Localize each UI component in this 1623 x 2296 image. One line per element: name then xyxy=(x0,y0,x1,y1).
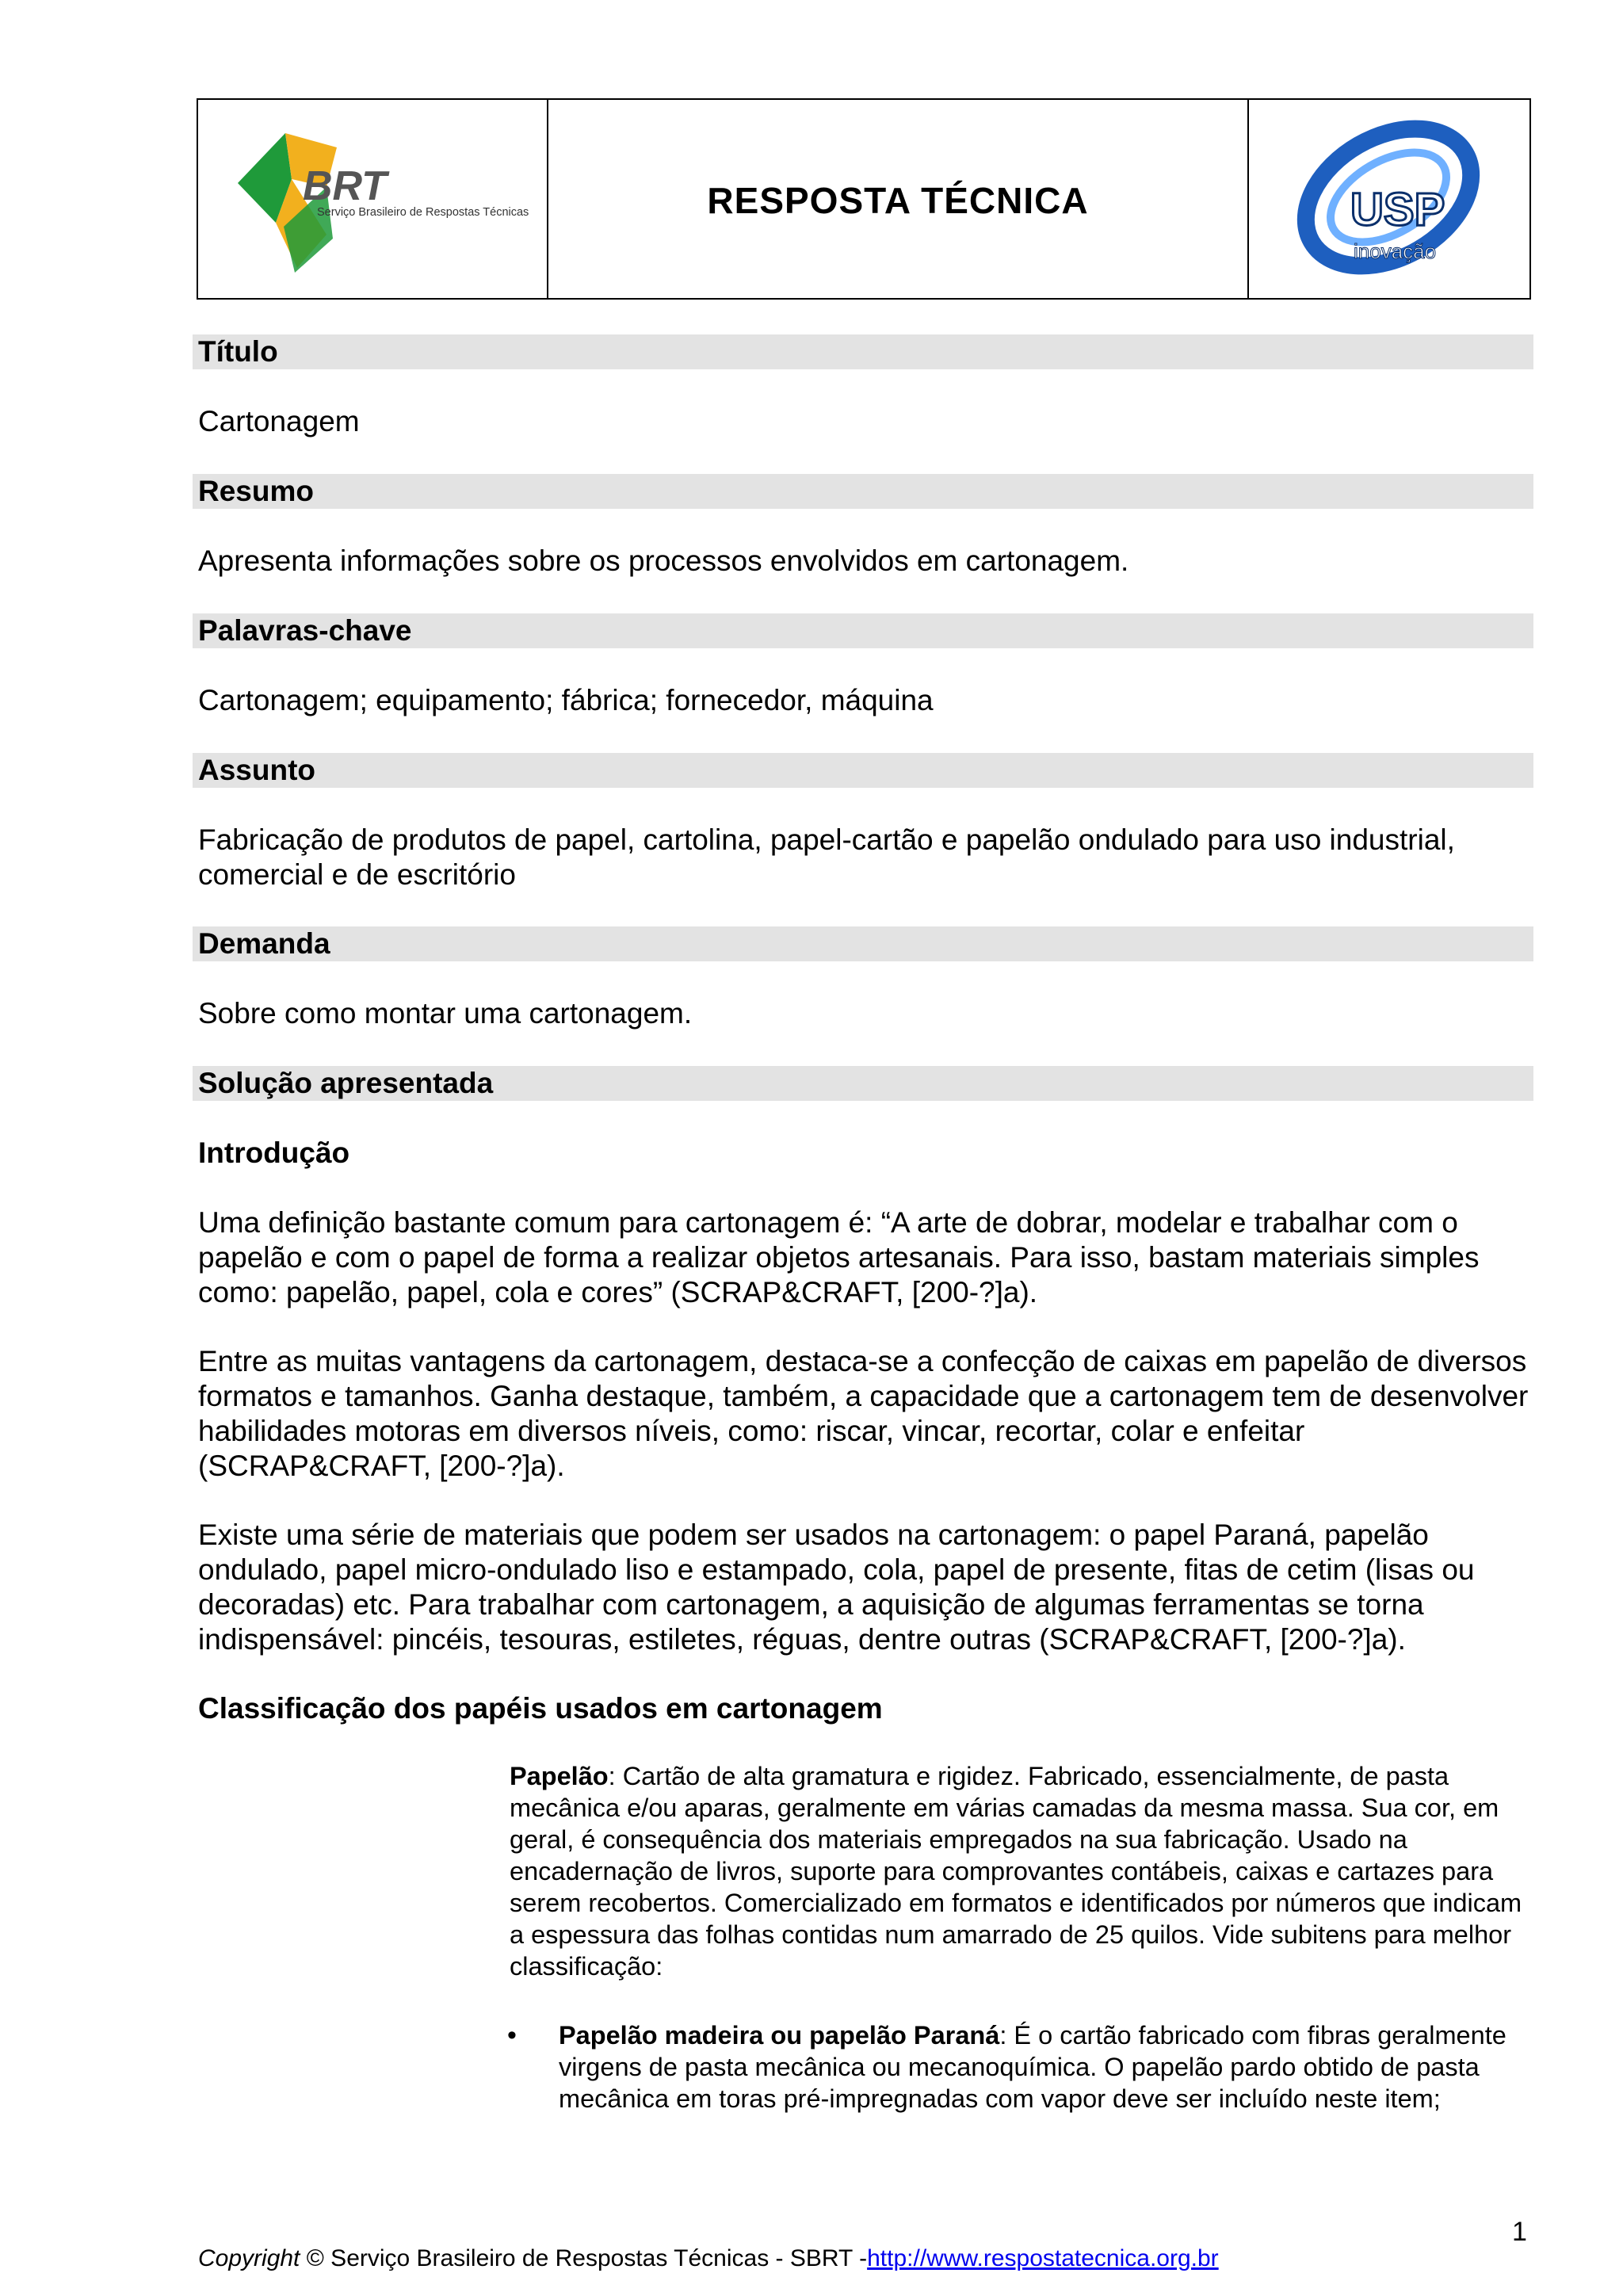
brt-logo-cell xyxy=(198,100,548,298)
bullet-definition: : É o cartão fabricado com fibras geralmente virgens de pasta mecânica ou mecanoquímica. O papelão pardo obtido de pasta mecânica em toras pré-impregnadas com vapor deve ser incluído neste item; xyxy=(559,2021,1507,2113)
titulo-text: Cartonagem xyxy=(198,405,360,437)
usp-inovacao-logo xyxy=(1295,116,1485,282)
brt-logo xyxy=(198,100,547,298)
page-number: 1 xyxy=(1512,2217,1527,2247)
section-heading-resumo: Resumo xyxy=(193,474,1533,509)
section-heading-demanda: Demanda xyxy=(193,926,1533,961)
intro-paragraph-1: Uma definição bastante comum para cartonagem é: “A arte de dobrar, modelar e trabalhar com o papelão e com o papel de forma a realizar objetos artesanais. Para isso, bastam materiais simples como: papelão, papel, cola e cores” (SCRAP&CRAFT, [200-?]a). xyxy=(198,1206,1480,1308)
copyright-word: Copyright xyxy=(198,2245,300,2271)
intro-heading: Introdução xyxy=(198,1137,350,1169)
palavras-chave-text: Cartonagem; equipamento; fábrica; fornecedor, máquina xyxy=(198,684,934,716)
resumo-text: Apresenta informações sobre os processos envolvidos em cartonagem. xyxy=(198,544,1129,577)
demanda-text: Sobre como montar uma cartonagem. xyxy=(198,997,693,1030)
papelao-paragraph xyxy=(510,1760,1532,1982)
brt-tagline: Serviço Brasileiro de Respostas Técnicas xyxy=(317,206,529,219)
svg-text:BRT: BRT xyxy=(303,163,387,209)
footer xyxy=(198,2245,1219,2272)
svg-text:USP: USP xyxy=(1350,184,1445,235)
bullet-term: Papelão madeira ou papelão Paraná xyxy=(559,2021,1000,2050)
section-heading-titulo: Título xyxy=(193,334,1533,369)
svg-text:inovação: inovação xyxy=(1354,239,1437,263)
classificacao-heading: Classificação dos papéis usados em cartonagem xyxy=(198,1692,883,1725)
intro-paragraph-3: Existe uma série de materiais que podem ser usados na cartonagem: o papel Paraná, papelão ondulado, papel micro-ondulado liso e estampado, cola, papel de presente, fitas de cetim (lisas ou decoradas) etc. Para trabalhar com cartonagem, a aquisição de algumas ferramentas se torna indispensável: pincéis, tesouras, estiletes, réguas, dentre outras (SCRAP&CRAFT, [200-?]a). xyxy=(198,1519,1475,1656)
usp-logo-cell xyxy=(1249,100,1529,298)
bullet-papelao-madeira xyxy=(559,2019,1532,2115)
papelao-definition: : Cartão de alta gramatura e rigidez. Fabricado, essencialmente, de pasta mecânica e/ou aparas, geralmente em várias camadas da mesma massa. Sua cor, em geral, é consequência dos materiais empregados na sua fabricação. Usado na encadernação de livros, suporte para comprovantes contábeis, caixas e cartazes para serem recobertos. Comercializado em formatos e identificados por números que indicam a espessura das folhas contidas num amarrado de 25 quilos. Vide subitens para melhor classificação: xyxy=(510,1762,1522,1981)
section-heading-solucao: Solução apresentada xyxy=(193,1066,1533,1101)
intro-paragraph-2: Entre as muitas vantagens da cartonagem, destaca-se a confecção de caixas em papelão de diversos formatos e tamanhos. Ganha destaque, também, a capacidade que a cartonagem tem de desenvolver habilidades motoras em diversos níveis, como: riscar, vincar, recortar, colar e enfeitar (SCRAP&CRAFT, [200-?]a). xyxy=(198,1345,1529,1482)
bullet-icon: • xyxy=(507,2020,517,2050)
papelao-term: Papelão xyxy=(510,1762,609,1790)
header-table xyxy=(197,98,1531,300)
section-heading-assunto: Assunto xyxy=(193,753,1533,788)
footer-text: © Serviço Brasileiro de Respostas Técnicas - SBRT - xyxy=(300,2245,868,2271)
assunto-text: Fabricação de produtos de papel, cartolina, papel-cartão e papelão ondulado para uso industrial, comercial e de escritório xyxy=(198,823,1455,891)
document-title: RESPOSTA TÉCNICA xyxy=(707,180,1089,221)
section-heading-palavras-chave: Palavras-chave xyxy=(193,613,1533,648)
title-cell xyxy=(548,100,1249,298)
footer-link[interactable]: http://www.respostatecnica.org.br xyxy=(867,2245,1219,2271)
